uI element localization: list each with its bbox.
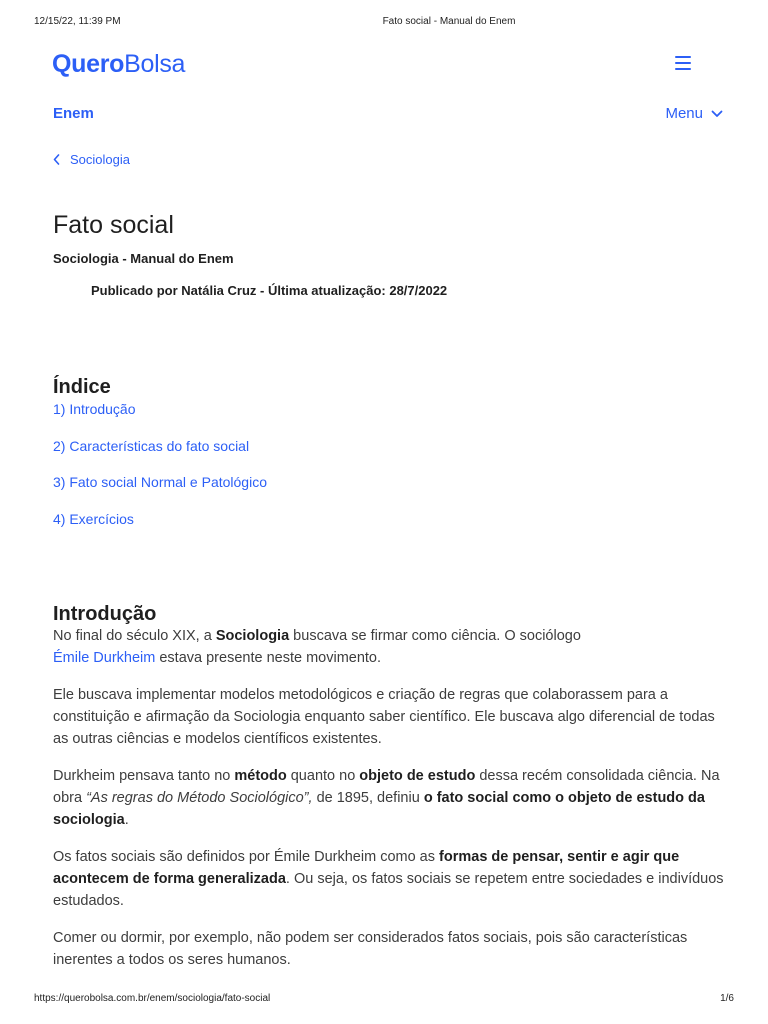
chevron-down-icon [711,110,723,118]
author-meta: Publicado por Natália Cruz - Última atualização: 28/7/2022 [91,283,448,298]
toc-link-introducao[interactable]: 1) Introdução [53,401,136,417]
menu-dropdown-button[interactable] [665,105,723,122]
print-footer [0,993,768,1007]
breadcrumb-back-link[interactable] [53,152,130,167]
toc-item [53,401,267,438]
paragraph [53,765,725,831]
toc-link-caracteristicas[interactable]: 2) Características do fato social [53,437,250,454]
text: . [124,812,129,828]
text: estava presente neste movimento. [155,650,382,666]
text: Durkheim pensava tanto no [53,768,235,784]
nav-enem-link[interactable]: Enem [53,105,94,122]
text: buscava se firmar como ciência. O sociólogo [289,628,581,644]
page-title: Fato social [53,211,174,239]
page-subtitle: Sociologia - Manual do Enem [53,251,234,266]
text: . Ou seja, os fatos sociais se repetem entre sociedades e indivíduos estudados. [53,871,724,909]
text: dessa recém consolidada ciência. Na obra [53,768,720,806]
print-page-number: 1/6 [720,993,734,1004]
print-header [0,16,768,30]
toc-link-exercicios[interactable]: 4) Exercícios [53,510,134,527]
breadcrumb-label: Sociologia [70,152,130,167]
paragraph [53,625,725,669]
paragraph: Ele buscava implementar modelos metodológicos e criação de regras que colaborassem para a constituição e afirmação da Sociologia enquanto saber científico. Ele buscava algo diferencial de todas as outras ciências e modelos científicos existentes. [53,687,715,747]
text: No final do século XIX, a [53,628,216,644]
italic-text: “As regras do Método Sociológico”, [86,790,313,806]
paragraph [53,846,725,912]
bold-text: formas de pensar, sentir e agir que acontecem de forma generalizada [53,849,680,887]
paragraph: Comer ou dormir, por exemplo, não podem ser considerados fatos sociais, pois são características inerentes a todos os seres humanos. [53,930,688,968]
print-url: https://querobolsa.com.br/enem/sociologia/fato-social [34,993,271,1004]
section-heading-introducao: Introdução [53,603,157,625]
chevron-left-icon [53,154,60,165]
print-datetime: 12/15/22, 11:39 PM [34,16,121,27]
toc-heading: Índice [53,376,111,398]
article-body [53,625,725,986]
text: de 1895, definiu [312,790,424,806]
print-page-title: Fato social - Manual do Enem [382,16,516,27]
toc-item [53,438,267,475]
logo-text-quero: Quero [52,50,125,78]
toc-list [53,401,267,547]
text: quanto no [286,768,360,784]
toc-link-normal-patologico[interactable]: 3) Fato social Normal e Patológico [53,474,267,490]
bold-text: método [234,768,287,784]
bold-text: Sociologia [215,628,290,644]
hamburger-icon[interactable] [672,53,694,73]
bold-text: o fato social como o objeto de estudo da sociologia [53,790,705,828]
menu-label: Menu [665,105,703,122]
logo-text-bolsa: Bolsa [124,50,186,78]
durkheim-link[interactable]: Émile Durkheim [53,650,156,666]
bold-text: objeto de estudo [359,768,476,784]
querobolsa-logo[interactable] [52,47,185,81]
toc-item [53,511,267,548]
toc-item [53,474,267,511]
text: Os fatos sociais são definidos por Émile Durkheim como as [53,849,440,865]
